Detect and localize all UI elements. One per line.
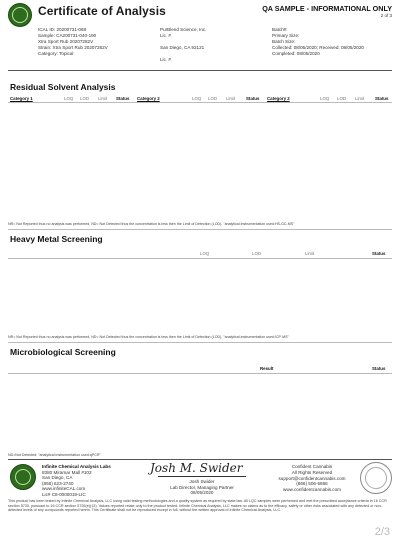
residual-lod-header: LOD [337, 96, 347, 101]
heavy-metal-header-rule [8, 258, 392, 259]
confident-cannabis-contact [268, 464, 356, 493]
residual-loq-header: LOQ [192, 96, 202, 101]
lab-contact [42, 464, 111, 498]
residual-limit-header: Limit [98, 96, 108, 101]
micro-header-rule [8, 373, 392, 374]
lab-phone: (858) 623-2740 [42, 480, 74, 486]
lab-logo-icon [10, 464, 36, 490]
sample-info-line: Sample: CA200731-040-190 [38, 33, 97, 38]
signer-block [150, 479, 254, 496]
heavy-metal-loq-header: LOQ [200, 251, 210, 256]
qa-sample-label: QA SAMPLE - INFORMATIONAL ONLY [262, 4, 392, 13]
micro-result-header: Result [260, 366, 274, 371]
cc-line: www.confidentcannabis.com [283, 487, 341, 493]
cc-line: support@confidentcannabis.com [278, 475, 346, 481]
sample-info-line: Xtra Sport Rub 20207282V [38, 39, 94, 44]
client-info-line: PurBlend Science, Inc. [160, 27, 207, 32]
heavy-metal-limit-header: Limit [305, 251, 315, 256]
signed-date: 08/05/2020 [190, 490, 214, 496]
residual-solvent-title: Residual Solvent Analysis [10, 82, 116, 92]
page-title: Certificate of Analysis [38, 4, 166, 18]
signer-name: Josh Swider [189, 479, 215, 484]
residual-footnote: NR= Not Reported thus no analysis was performed, ND= Not Detected thus the concentration is less then the Limit of Detection (LOD). "analytical instrumentation used:HS-GC-MS" [8, 222, 295, 226]
lab-city: San Diego, CA [42, 475, 73, 481]
sample-info-line: Strain: Xtra Sport Rub 20207282V [38, 45, 108, 50]
lab-name: Infinite Chemical Analysis Labs [42, 464, 111, 469]
lab-logo-icon [8, 3, 32, 27]
residual-lod-header: LOD [80, 96, 90, 101]
lab-website: www.infiniteCAL.com [42, 486, 86, 492]
signature-line [158, 476, 246, 477]
batch-info-line: Batch#: [272, 27, 288, 32]
residual-category-header: Category 2 [137, 96, 160, 101]
batch-info [272, 27, 364, 57]
page-indicator: 2 of 3 [380, 13, 392, 18]
micro-footnote: ND=Not Detected; "analytical instrumentation used:qPCR" [8, 453, 101, 457]
batch-info-line: Completed: 08/05/2020 [272, 51, 320, 56]
page-number-large: 2/3 [374, 526, 390, 538]
residual-lod-header: LOD [208, 96, 218, 101]
residual-limit-header: Limit [226, 96, 236, 101]
residual-status-header: Status [375, 96, 389, 101]
lab-address: 8380 Miramar Mall #102 [42, 469, 92, 475]
signer-title: Lab Director, Managing Partner [170, 484, 234, 490]
batch-info-line: Batch Size: [272, 39, 296, 44]
client-info-line: Lic. # [160, 33, 171, 38]
residual-limit-header: Limit [355, 96, 365, 101]
residual-status-header: Status [246, 96, 260, 101]
heavy-metal-lod-header: LOD [252, 251, 262, 256]
footer-divider [8, 459, 392, 460]
lab-license: Lic# C8-0000019-LIC [42, 491, 86, 497]
sample-info [38, 27, 108, 57]
cc-line: Confident Cannabis [291, 464, 333, 469]
sample-info-line: ICAL ID: 20200731-068 [38, 27, 87, 32]
header-divider [8, 70, 392, 71]
client-info-line: San Diego, CA 92121 [160, 45, 205, 50]
micro-title: Microbiological Screening [10, 347, 116, 357]
residual-category-header: Category 1 [10, 96, 33, 101]
legal-disclaimer: This product has been tested by Infinite Chemical Analysis, LLC using valid testing methodologies and a quality system as required by state law. All LQC samples were performed and met the prescribed acceptance criteria in 16 CCR section 5730, pursuant to 16 CCR section 5726(e)(13). Values reported relate only to the product tested. Infinite Chemical Analysis, LLC makes no claims as to the efficacy, safety or other risks associated with any detected or non-detected levels of any compounds reported herein. This Certificate shall not be reproduced except in full, without the written approval of Infinite Chemical Analysis, LLC. [8, 499, 387, 513]
cc-line: (866) 506-5866 [296, 481, 328, 487]
residual-loq-header: LOQ [64, 96, 74, 101]
client-info-line: Lic. # [160, 57, 171, 62]
residual-loq-header: LOQ [320, 96, 330, 101]
residual-category-header: Category 2 [267, 96, 290, 101]
heavy-metal-title: Heavy Metal Screening [10, 234, 103, 244]
micro-status-header: Status [372, 366, 386, 371]
heavy-metal-end-rule [8, 342, 392, 343]
residual-header-rule [8, 102, 392, 103]
heavy-metal-footnote: NR= Not Reported thus no analysis was performed, ND= Not Detected thus the concentration is less then the Limit of Detection (LOD). "analytical instrumentation used:ICP-MS" [8, 335, 289, 339]
confident-cannabis-seal-icon [360, 462, 392, 494]
residual-status-header: Status [116, 96, 130, 101]
sample-info-line: Category: Topical [38, 51, 74, 56]
director-signature: Josh M. Swider [150, 461, 243, 475]
cc-line: All Rights Reserved [291, 469, 333, 475]
client-info [160, 27, 206, 63]
heavy-metal-status-header: Status [372, 251, 386, 256]
residual-end-rule [8, 229, 392, 230]
batch-info-line: Primary Size: [272, 33, 300, 38]
batch-info-line: Collected: 08/05/2020; Received: 08/05/2020 [272, 45, 364, 50]
